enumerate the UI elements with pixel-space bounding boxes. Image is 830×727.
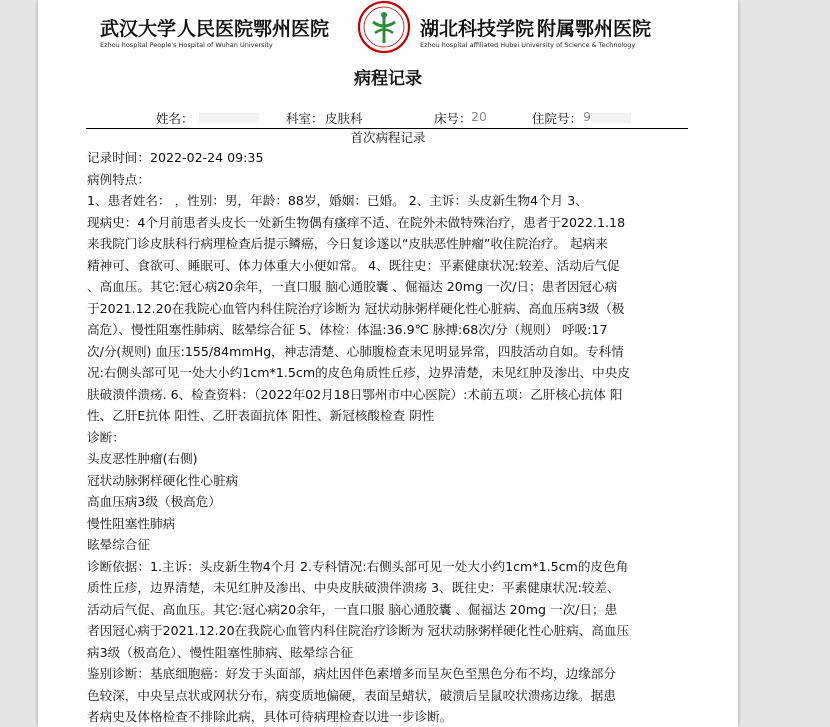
record-content [87,147,695,727]
record-line: 色较深，中央呈点状或网状分布，病变质地偏硬，表面呈蜡状，破溃后呈鼠咬状溃疡边缘。据患 [87,687,616,703]
record-line: 现病史：4个月前患者头皮长一处新生物偶有瘙痒不适、在院外未做特殊治疗，患者于2022.1.18 [87,214,626,230]
admission-label: 住院号： [532,111,583,126]
admission-value: 9 [583,109,631,124]
record-line: 活动后气促、高血压。其它:冠心病20余年，一直口服 脑心通胶囊 、倔福达 20mg 一次/日；患 [87,601,618,617]
record-line: 质性丘疹，边界清楚，未见红肿及渗出、中央皮肤破溃伴溃疡 3、既往史：平素健康状况:较差、 [87,580,620,595]
hospital-logo-icon [355,0,413,58]
record-line: 诊断依据：1.主诉：头皮新生物4个月 2.专科情况:右侧头部可见一处大小约1cm*1.5cm的皮色角 [87,558,629,574]
page-title: 病程记录 [354,69,422,89]
record-line: 冠状动脉粥样硬化性心脏病 [87,472,239,488]
hospital-b-english: Ezhou hospital affiliated Hubei University of Science & Technology [420,41,636,49]
record-line: 鉴别诊断：基底细胞癌：好发于头面部，病灶因伴色素增多而呈灰色至黑色分布不均，边缘部分 [87,666,616,681]
hospital-b-name: 附属鄂州医院 [537,18,652,40]
bed-value: 20 [471,109,487,124]
bed-label: 床号： [434,111,472,126]
name-value [199,109,259,124]
record-line: 头皮恶性肿瘤(右侧) [87,451,198,466]
record-line: 慢性阻塞性肺病 [87,515,176,531]
record-line: 眩晕综合征 [87,537,150,552]
record-line: 精神可、食欲可、睡眠可、体力体重大小便如常。 4、既往史：平素健康状况:较差、活动后气促 [87,257,620,273]
record-line: 来我院门诊皮肤科行病理检查后提示鳞癌，今日复诊遂以“皮肤恶性肿瘤”收住院治疗。 起病来 [87,236,608,251]
record-line: 者因冠心病于2021.12.20在我院心血管内科住院治疗诊断为 冠状动脉粥样硬化性心脏病、高血压 [87,623,630,638]
record-line: 况:右侧头部可见一处大小约1cm*1.5cm的皮色角质性丘疹，边界清楚，未见红肿及渗出、中央皮 [87,365,630,380]
record-line: 诊断： [87,429,125,445]
record-line: 1、患者姓名： ，性别：男，年龄：88岁，婚姻：已婚。 2、主诉：头皮新生物4个月 3、 [87,193,588,208]
record-line: 者病史及体格检查不排除此病，具体可待病理检查以进一步诊断。 [87,709,453,724]
hospital-a-english: Ezhou hospital People's Hospital of Wuhan University [100,41,273,49]
dept-value: 皮肤科 [325,111,363,126]
record-line: 性、乙肝E抗体 阳性、乙肝表面抗体 阳性、新冠核酸检查 阴性 [87,408,435,423]
record-page [38,0,738,727]
record-line: 病3级（极高危）、慢性阻塞性肺病、眩晕综合征 [87,644,354,660]
record-line: 高危）、慢性阻塞性肺病、眩晕综合征 5、体检：体温:36.9℃ 脉搏:68次/分（规则） 呼吸:17 [87,322,608,337]
record-line: 于2021.12.20在我院心血管内科住院治疗诊断为 冠状动脉粥样硬化性心脏病、高血压病3级（极 [87,300,625,316]
name-label: 姓名： [156,111,194,126]
record-line: 、高血压。其它:冠心病20余年，一直口服 脑心通胶囊 、倔福达 20mg 一次/日；患者因冠心病 [87,279,618,294]
dept-label: 科室： [286,111,324,126]
record-line: 次/分(规则) 血压:155/84mmHg，神志清楚、心肺腹检查未见明显异常，四肢活动自如。专科情 [87,343,624,359]
university-a-calligraphy: 武汉大学 [100,18,177,40]
section-subtitle: 首次病程记录 [350,130,426,145]
university-b-calligraphy: 湖北科技学院 [420,18,535,40]
record-time: 记录时间：2022-02-24 09:35 [87,150,264,165]
patient-info-row [86,108,688,129]
record-line: 病例特点： [87,171,150,187]
hospital-header [38,0,738,60]
record-line: 高血压病3级（极高危） [87,494,221,509]
record-line: 肤破溃伴溃疡. 6、检查资料：（2022年02月18日鄂州市中心医院）:术前五项：乙肝核心抗体 阳 [87,386,623,402]
hospital-a-name: 人民医院鄂州医院 [177,18,330,40]
